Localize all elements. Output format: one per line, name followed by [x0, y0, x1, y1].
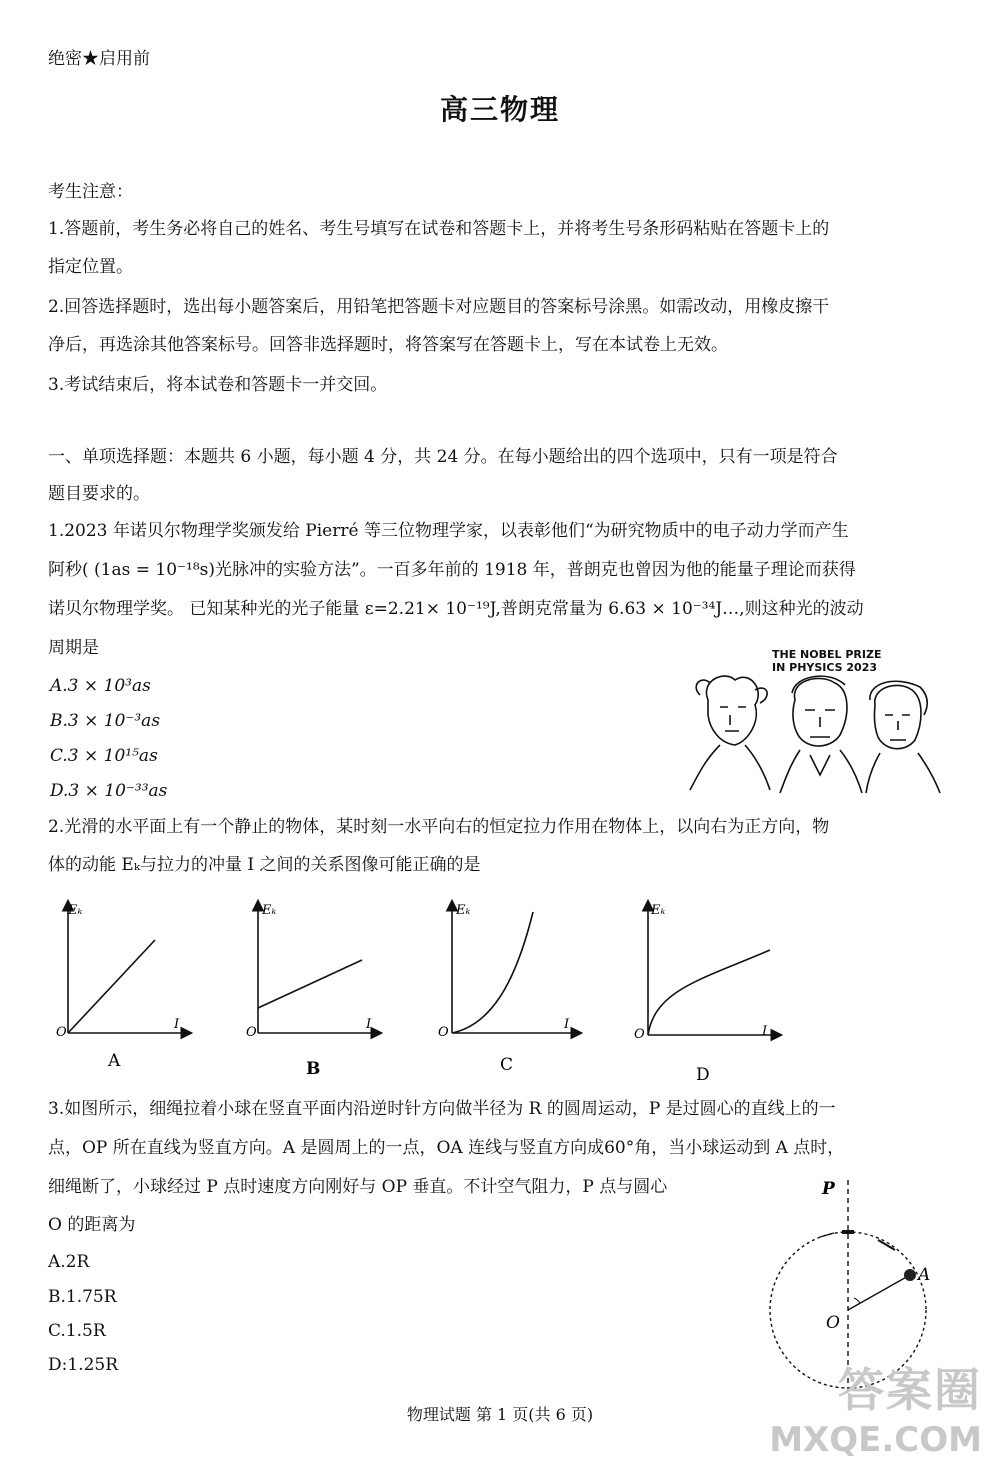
graph-b-origin: O — [246, 1025, 257, 1040]
section-heading: 一、单项选择题：本题共 6 小题，每小题 4 分，共 24 分。在每小题给出的四个选项中，只有一项是符合 — [48, 447, 838, 467]
notice-line: 3.考试结束后，将本试卷和答题卡一并交回。 — [48, 375, 388, 395]
graph-b — [246, 902, 380, 1079]
graph-c-xlabel: I — [564, 1017, 570, 1032]
graph-c-curve — [452, 912, 533, 1033]
graph-c — [438, 902, 580, 1075]
question-text: 细绳断了，小球经过 P 点时速度方向刚好与 OP 垂直。不计空气阻力，P 点与圆心 — [48, 1177, 668, 1197]
option-a: A.3 × 10³as — [50, 676, 151, 696]
ball-a — [904, 1269, 916, 1281]
notice-line: 2.回答选择题时，选出每小题答案后，用铅笔把答题卡对应题目的答案标号涂黑。如需改动，用橡皮擦干 — [48, 297, 830, 317]
graph-b-label: B — [306, 1059, 321, 1079]
graph-b-xlabel: I — [366, 1017, 372, 1032]
confidential-mark: 绝密★启用前 — [48, 49, 150, 69]
ek-vs-impulse-graphs — [40, 890, 800, 1090]
graph-d-curve — [648, 950, 770, 1035]
graph-a-origin: O — [56, 1025, 67, 1040]
label-o: O — [826, 1313, 840, 1333]
graph-d — [634, 902, 780, 1085]
watermark — [769, 1354, 982, 1460]
page-title: 高三物理 — [439, 93, 560, 126]
option-d: D.3 × 10⁻³³as — [50, 781, 168, 801]
graph-d-xlabel: I — [762, 1024, 768, 1039]
question-text: 体的动能 Eₖ与拉力的冲量 I 之间的关系图像可能正确的是 — [48, 855, 481, 875]
section-heading: 题目要求的。 — [48, 484, 150, 504]
question-text: 2.光滑的水平面上有一个静止的物体，某时刻一水平向右的恒定拉力作用在物体上，以向右为正方向，物 — [48, 817, 830, 837]
label-p: P — [822, 1179, 835, 1199]
question-text: 3.如图所示，细绳拉着小球在竖直平面内沿逆时针方向做半径为 R 的圆周运动，P 是过圆心的直线上的一 — [48, 1099, 836, 1119]
question-text: 周期是 — [48, 638, 99, 658]
graph-a-label: A — [108, 1051, 121, 1071]
graph-d-label: D — [696, 1065, 710, 1085]
question-text: 阿秒( (1as = 10⁻¹⁸s)光脉冲的实验方法”。一百多年前的 1918 年，普朗克也曾因为他的能量子理论而获得 — [48, 560, 856, 580]
option-b: B.3 × 10⁻³as — [50, 711, 161, 731]
graph-a-ylabel: Eₖ — [68, 903, 83, 918]
notice-heading: 考生注意： — [48, 182, 133, 202]
option-d: D:1.25R — [48, 1355, 119, 1375]
option-b: B.1.75R — [48, 1287, 117, 1307]
graph-a-xlabel: I — [174, 1017, 180, 1032]
graph-b-curve — [258, 960, 362, 1008]
option-c: C.3 × 10¹⁵as — [50, 746, 158, 766]
watermark-url: MXQE.COM — [769, 1420, 982, 1460]
graph-d-ylabel: Eₖ — [651, 903, 666, 918]
graph-c-label: C — [500, 1055, 514, 1075]
notice-line: 1.答题前，考生务必将自己的姓名、考生号填写在试卷和答题卡上，并将考生号条形码粘贴在答题卡上的 — [48, 219, 830, 239]
graph-a — [56, 902, 190, 1071]
graph-a-curve — [68, 940, 155, 1033]
notice-line: 净后，再选涂其他答案标号。回答非选择题时，将答案写在答题卡上，写在本试卷上无效。 — [48, 335, 728, 355]
watermark-logo: 答案圈 — [838, 1363, 982, 1417]
page-footer: 物理试题 第 1 页(共 6 页) — [406, 1405, 594, 1424]
question-text: O 的距离为 — [48, 1215, 136, 1235]
nobel-caption-line: THE NOBEL PRIZE — [772, 648, 882, 661]
option-a: A.2R — [48, 1252, 90, 1272]
nobel-prize-illustration — [680, 645, 955, 795]
question-text: 1.2023 年诺贝尔物理学奖颁发给 Pierré 等三位物理学家，以表彰他们“为研究物质中的电子动力学而产生 — [48, 521, 849, 541]
question-text: 点，OP 所在直线为竖直方向。A 是圆周上的一点，OA 连线与竖直方向成60°角，当小球运动到 A 点时， — [48, 1138, 845, 1158]
graph-b-ylabel: Eₖ — [262, 903, 277, 918]
graph-c-origin: O — [438, 1025, 449, 1040]
option-c: C.1.5R — [48, 1321, 106, 1341]
graph-c-ylabel: Eₖ — [456, 903, 471, 918]
graph-d-origin: O — [634, 1027, 645, 1042]
notice-line: 指定位置。 — [48, 257, 133, 277]
laureate-sketch — [680, 645, 955, 795]
label-a: A — [918, 1265, 931, 1285]
nobel-caption-line: IN PHYSICS 2023 — [772, 661, 878, 674]
question-text: 诺贝尔物理学奖。 已知某种光的光子能量 ε=2.21× 10⁻¹⁹J,普朗克常量为 6.63 × 10⁻³⁴J…,则这种光的波动 — [48, 599, 864, 619]
